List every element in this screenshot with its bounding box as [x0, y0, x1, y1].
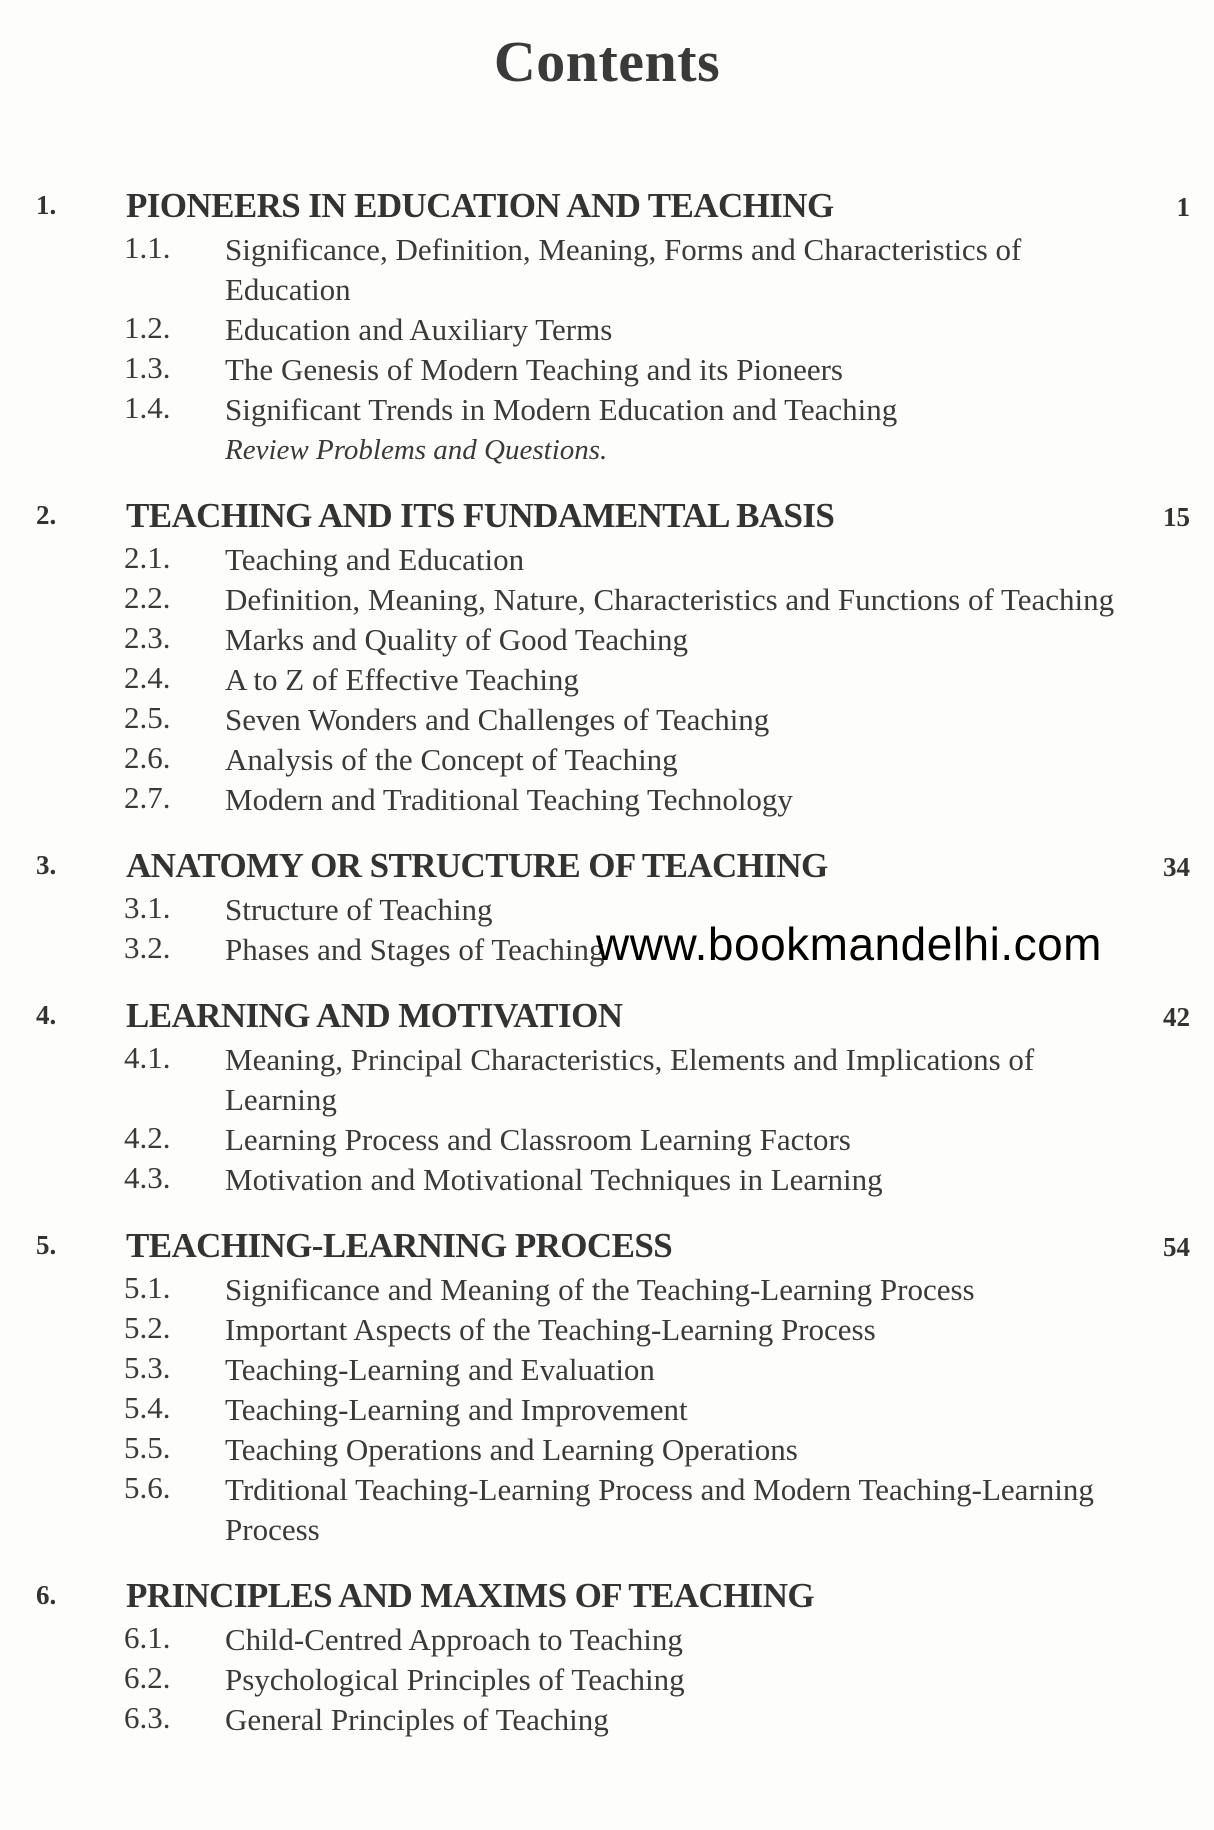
chapter-number: 1. — [36, 190, 57, 220]
section-number: 2.7. — [124, 780, 171, 815]
chapter-entry — [0, 496, 1214, 820]
section-number: 2.6. — [124, 740, 171, 775]
review-questions-entry[interactable]: Review Problems and Questions. — [225, 434, 608, 466]
section-number: 5.3. — [124, 1350, 171, 1385]
section-title: The Genesis of Modern Teaching and its Pioneers — [225, 352, 843, 387]
section-title: Meaning, Principal Characteristics, Elements and Implications of Learning — [225, 1042, 1035, 1117]
section-number: 4.3. — [124, 1160, 171, 1195]
section-title: Significance and Meaning of the Teaching-Learning Process — [225, 1272, 975, 1307]
section-entry[interactable] — [0, 310, 1214, 350]
section-entry[interactable] — [0, 1040, 1214, 1120]
section-title: Teaching Operations and Learning Operations — [225, 1432, 798, 1467]
chapter-title: PIONEERS IN EDUCATION AND TEACHING — [126, 186, 834, 225]
section-title: Teaching-Learning and Evaluation — [225, 1352, 655, 1387]
section-entry[interactable] — [0, 1310, 1214, 1350]
chapter-title: ANATOMY OR STRUCTURE OF TEACHING — [126, 846, 828, 885]
section-entry[interactable] — [0, 1470, 1214, 1550]
section-number: 6.3. — [124, 1700, 171, 1735]
section-title: Marks and Quality of Good Teaching — [225, 622, 689, 657]
section-entry[interactable] — [0, 1350, 1214, 1390]
section-title: Child-Centred Approach to Teaching — [225, 1622, 683, 1657]
chapter-number: 4. — [36, 1000, 57, 1030]
section-entry[interactable] — [0, 1390, 1214, 1430]
section-number: 4.1. — [124, 1040, 171, 1075]
section-title: A to Z of Effective Teaching — [225, 662, 579, 697]
chapter-title: LEARNING AND MOTIVATION — [126, 996, 623, 1035]
section-entry[interactable] — [0, 780, 1214, 820]
watermark: www.bookmandelhi.com — [596, 918, 1103, 970]
section-entry[interactable] — [0, 620, 1214, 660]
section-title: Psychological Principles of Teaching — [225, 1662, 685, 1697]
section-number: 5.4. — [124, 1390, 171, 1425]
section-number: 5.6. — [124, 1470, 171, 1505]
section-number: 6.2. — [124, 1660, 171, 1695]
chapter-page-number: 34 — [1163, 852, 1190, 882]
section-number: 4.2. — [124, 1120, 171, 1155]
chapter-page-number: 42 — [1163, 1002, 1190, 1032]
section-number: 1.1. — [124, 230, 171, 265]
section-title: Structure of Teaching — [225, 892, 493, 927]
section-number: 5.1. — [124, 1270, 171, 1305]
chapter-heading-row[interactable] — [0, 846, 1214, 890]
chapter-number: 6. — [36, 1580, 57, 1610]
chapter-title: TEACHING AND ITS FUNDAMENTAL BASIS — [126, 496, 835, 535]
section-number: 5.5. — [124, 1430, 171, 1465]
chapter-heading-row[interactable] — [0, 996, 1214, 1040]
section-entry[interactable] — [0, 580, 1214, 620]
section-entry[interactable] — [0, 700, 1214, 740]
section-entry[interactable] — [0, 1270, 1214, 1310]
section-number: 2.5. — [124, 700, 171, 735]
section-entry[interactable] — [0, 1160, 1214, 1200]
section-entry[interactable] — [0, 1660, 1214, 1700]
section-title: Teaching-Learning and Improvement — [225, 1392, 688, 1427]
section-entry[interactable] — [0, 660, 1214, 700]
section-entry[interactable] — [0, 540, 1214, 580]
section-number: 1.4. — [124, 390, 171, 425]
section-title: Modern and Traditional Teaching Technology — [225, 782, 793, 817]
chapter-heading-row[interactable] — [0, 496, 1214, 540]
section-entry[interactable] — [0, 1120, 1214, 1160]
chapter-entry — [0, 1576, 1214, 1740]
chapter-heading-row[interactable] — [0, 1576, 1214, 1620]
section-entry[interactable] — [0, 230, 1214, 310]
section-title: Seven Wonders and Challenges of Teaching — [225, 702, 770, 737]
section-title: Learning Process and Classroom Learning Factors — [225, 1122, 851, 1157]
chapter-entry — [0, 996, 1214, 1200]
chapter-number: 5. — [36, 1230, 57, 1260]
section-title: Phases and Stages of Teaching — [225, 932, 605, 967]
section-title: Teaching and Education — [225, 542, 525, 577]
chapter-number: 2. — [36, 500, 57, 530]
section-number: 3.1. — [124, 890, 171, 925]
section-title: Significant Trends in Modern Education and Teaching — [225, 392, 898, 427]
chapter-page-number: 1 — [1176, 192, 1190, 222]
section-number: 3.2. — [124, 930, 171, 965]
table-of-contents — [0, 186, 1214, 1766]
section-number: 1.3. — [124, 350, 171, 385]
section-title: Education and Auxiliary Terms — [225, 312, 613, 347]
section-number: 2.1. — [124, 540, 171, 575]
chapter-title: TEACHING-LEARNING PROCESS — [126, 1226, 673, 1265]
section-entry[interactable] — [0, 1700, 1214, 1740]
section-title: Trditional Teaching-Learning Process and Modern Teaching-Learning Process — [225, 1472, 1094, 1547]
chapter-entry — [0, 186, 1214, 470]
section-title: Important Aspects of the Teaching-Learning Process — [225, 1312, 876, 1347]
section-number: 2.3. — [124, 620, 171, 655]
section-entry[interactable] — [0, 1430, 1214, 1470]
section-title: Analysis of the Concept of Teaching — [225, 742, 678, 777]
chapter-page-number: 54 — [1163, 1232, 1190, 1262]
section-entry[interactable] — [0, 390, 1214, 430]
section-number: 1.2. — [124, 310, 171, 345]
chapter-number: 3. — [36, 850, 57, 880]
page-title: Contents — [493, 29, 721, 94]
section-number: 2.2. — [124, 580, 171, 615]
section-entry[interactable] — [0, 740, 1214, 780]
section-entry[interactable] — [0, 350, 1214, 390]
chapter-entry — [0, 1226, 1214, 1550]
section-title: Motivation and Motivational Techniques in Learning — [225, 1162, 883, 1197]
section-title: Significance, Definition, Meaning, Forms and Characteristics of Education — [225, 232, 1022, 307]
section-title: General Principles of Teaching — [225, 1702, 609, 1737]
chapter-heading-row[interactable] — [0, 1226, 1214, 1270]
section-entry[interactable] — [0, 1620, 1214, 1660]
section-title: Definition, Meaning, Nature, Characteristics and Functions of Teaching — [225, 582, 1115, 617]
chapter-heading-row[interactable] — [0, 186, 1214, 230]
section-number: 5.2. — [124, 1310, 171, 1345]
chapter-page-number: 15 — [1163, 502, 1190, 532]
chapter-title: PRINCIPLES AND MAXIMS OF TEACHING — [126, 1576, 815, 1615]
section-number: 6.1. — [124, 1620, 171, 1655]
section-number: 2.4. — [124, 660, 171, 695]
